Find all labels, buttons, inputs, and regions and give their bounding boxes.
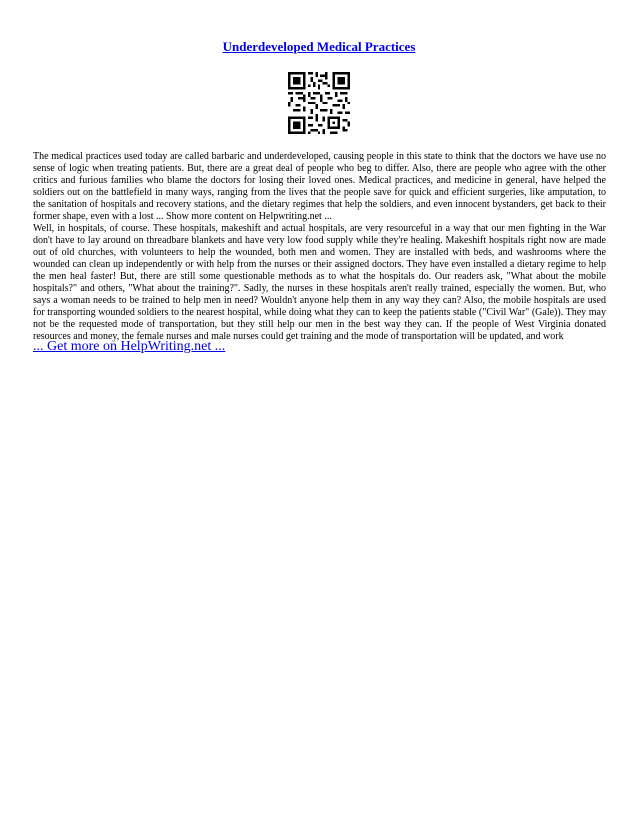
get-more-link-container bbox=[33, 339, 225, 355]
get-more-link[interactable]: ... Get more on HelpWriting.net ... bbox=[33, 339, 226, 354]
paragraph-1: The medical practices used today are called barbaric and underdeveloped, causing people in this state to think that the doctors we have use no sense of logic when treating patients. But, there are a great deal of people who beg to differ. Also, there are people who agree with the other critics and furious families who blame the doctors for losing their loved ones. Medical practices, and medicine in general, have helped the soldiers out on the battlefield in many ways, ranging from the lives that the people save for quick and efficient surgeries, like amputation, to the sanitation of hospitals and recovery stations, and the dietary regimes that help the soldiers, and even innocent bystanders, get back to their former shape, even with a lost ... Show more content on Helpwriting.net ... bbox=[33, 151, 606, 222]
page-title bbox=[0, 39, 638, 55]
title-link[interactable]: Underdeveloped Medical Practices bbox=[222, 39, 416, 54]
paragraph-2: Well, in hospitals, of course. These hospitals, makeshift and actual hospitals, are very resourceful in a way that our men fighting in the War don't have to lay around on threadbare blankets and have very low food supply while they're healing. Makeshift hospitals right now are made out of old churches, with volunteers to help the wounded, both men and women. They are installed with beds, and washrooms where the wounded can clean up independently or with help from the nurses or their assigned doctors. They have even installed a dietary regime to help the men heal faster! But, there are still some questionable methods as to what the hospitals do. Our readers ask, "What about the mobile hospitals?" and others, "What about the training?". Sadly, the nurses in these hospitals aren't really trained, especially the women. But, who says a woman needs to be trained to help men in need? Wouldn't anyone help them in any way they can? Also, the mobile hospitals are used for transporting wounded soldiers to the nearest hospital, while doing what they can to keep the patients stable ("Civil War" (Gale)). They may not be the requested mode of transportation, but they still help our men in the best way they can. If the people of West Virginia donated resources and money, the female nurses and male nurses could get training and the mode of transportation will be updated, and work bbox=[33, 223, 606, 342]
article-body bbox=[33, 151, 606, 343]
qr-code-icon bbox=[288, 72, 350, 134]
